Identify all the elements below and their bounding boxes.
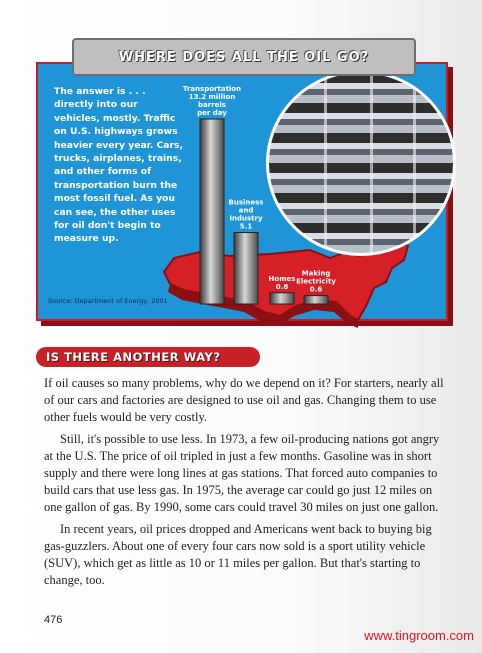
section-heading [36, 347, 260, 367]
bar-label: 0.8 [275, 282, 289, 291]
infographic-source: Source: Department of Energy, 2001 [48, 297, 168, 305]
bar-label: Homes [268, 274, 296, 283]
article-paragraph: Still, it's possible to use less. In 1973, a few oil-producing nations got angry at the U.S. The price of oil tripled in just a few months. Gasoline was in short supply and there were long lines at gas stations. That forced auto companies to build cars that use less gas. In 1975, the average car could go just 12 miles on one gallon of gas. By 1990, some cars could travel 30 miles on just one gallon. [44, 432, 440, 514]
oil-usage-bar-chart [178, 84, 358, 310]
infographic-title-bar [72, 38, 416, 76]
bar-label: Industry [229, 214, 263, 223]
bar-business-and-industry [234, 233, 258, 304]
article-paragraph: In recent years, oil prices dropped and Americans went back to buying big gas-guzzlers. About one of every four cars now sold is a sport utility vehicle (SUV), which get as little as 10 or 11 miles per gallon. But that's starting to change, too. [44, 522, 432, 587]
bar-label: Making [301, 269, 331, 278]
site-watermark: www.tingroom.com [364, 628, 474, 643]
bar-label: Transportation [182, 85, 242, 93]
bar-label: Business [228, 198, 264, 207]
section-heading-text: IS THERE ANOTHER WAY? [46, 350, 221, 364]
bar-label: and [238, 206, 254, 215]
bar-label: 5.1 [239, 222, 253, 231]
bar-making-electricity [304, 296, 328, 304]
bar-homes [270, 293, 294, 304]
bar-label: Electricity [296, 277, 336, 286]
bar-label: 13.2 million [188, 93, 236, 101]
article-paragraph: If oil causes so many problems, why do we depend on it? For starters, nearly all of our cars and factories are designed to use oil and gas. Changing them to use other fuels would be very costly. [44, 376, 444, 424]
bar-label: 0.6 [309, 285, 323, 294]
infographic-intro: The answer is . . . directly into our vehicles, mostly. Traffic on U.S. highways grows heavier every year. Cars, trucks, airplanes, trains, and other forms of transportation burn the most fossil fuel. As you can see, the other uses for oil don't begin to measure up. [54, 86, 184, 245]
infographic-title: WHERE DOES ALL THE OIL GO? [118, 49, 370, 65]
bar-label: per day [197, 109, 227, 117]
page-number: 476 [44, 614, 63, 626]
bar-transportation [200, 119, 224, 304]
article-body [44, 375, 444, 595]
bar-label: barrels [198, 101, 226, 109]
